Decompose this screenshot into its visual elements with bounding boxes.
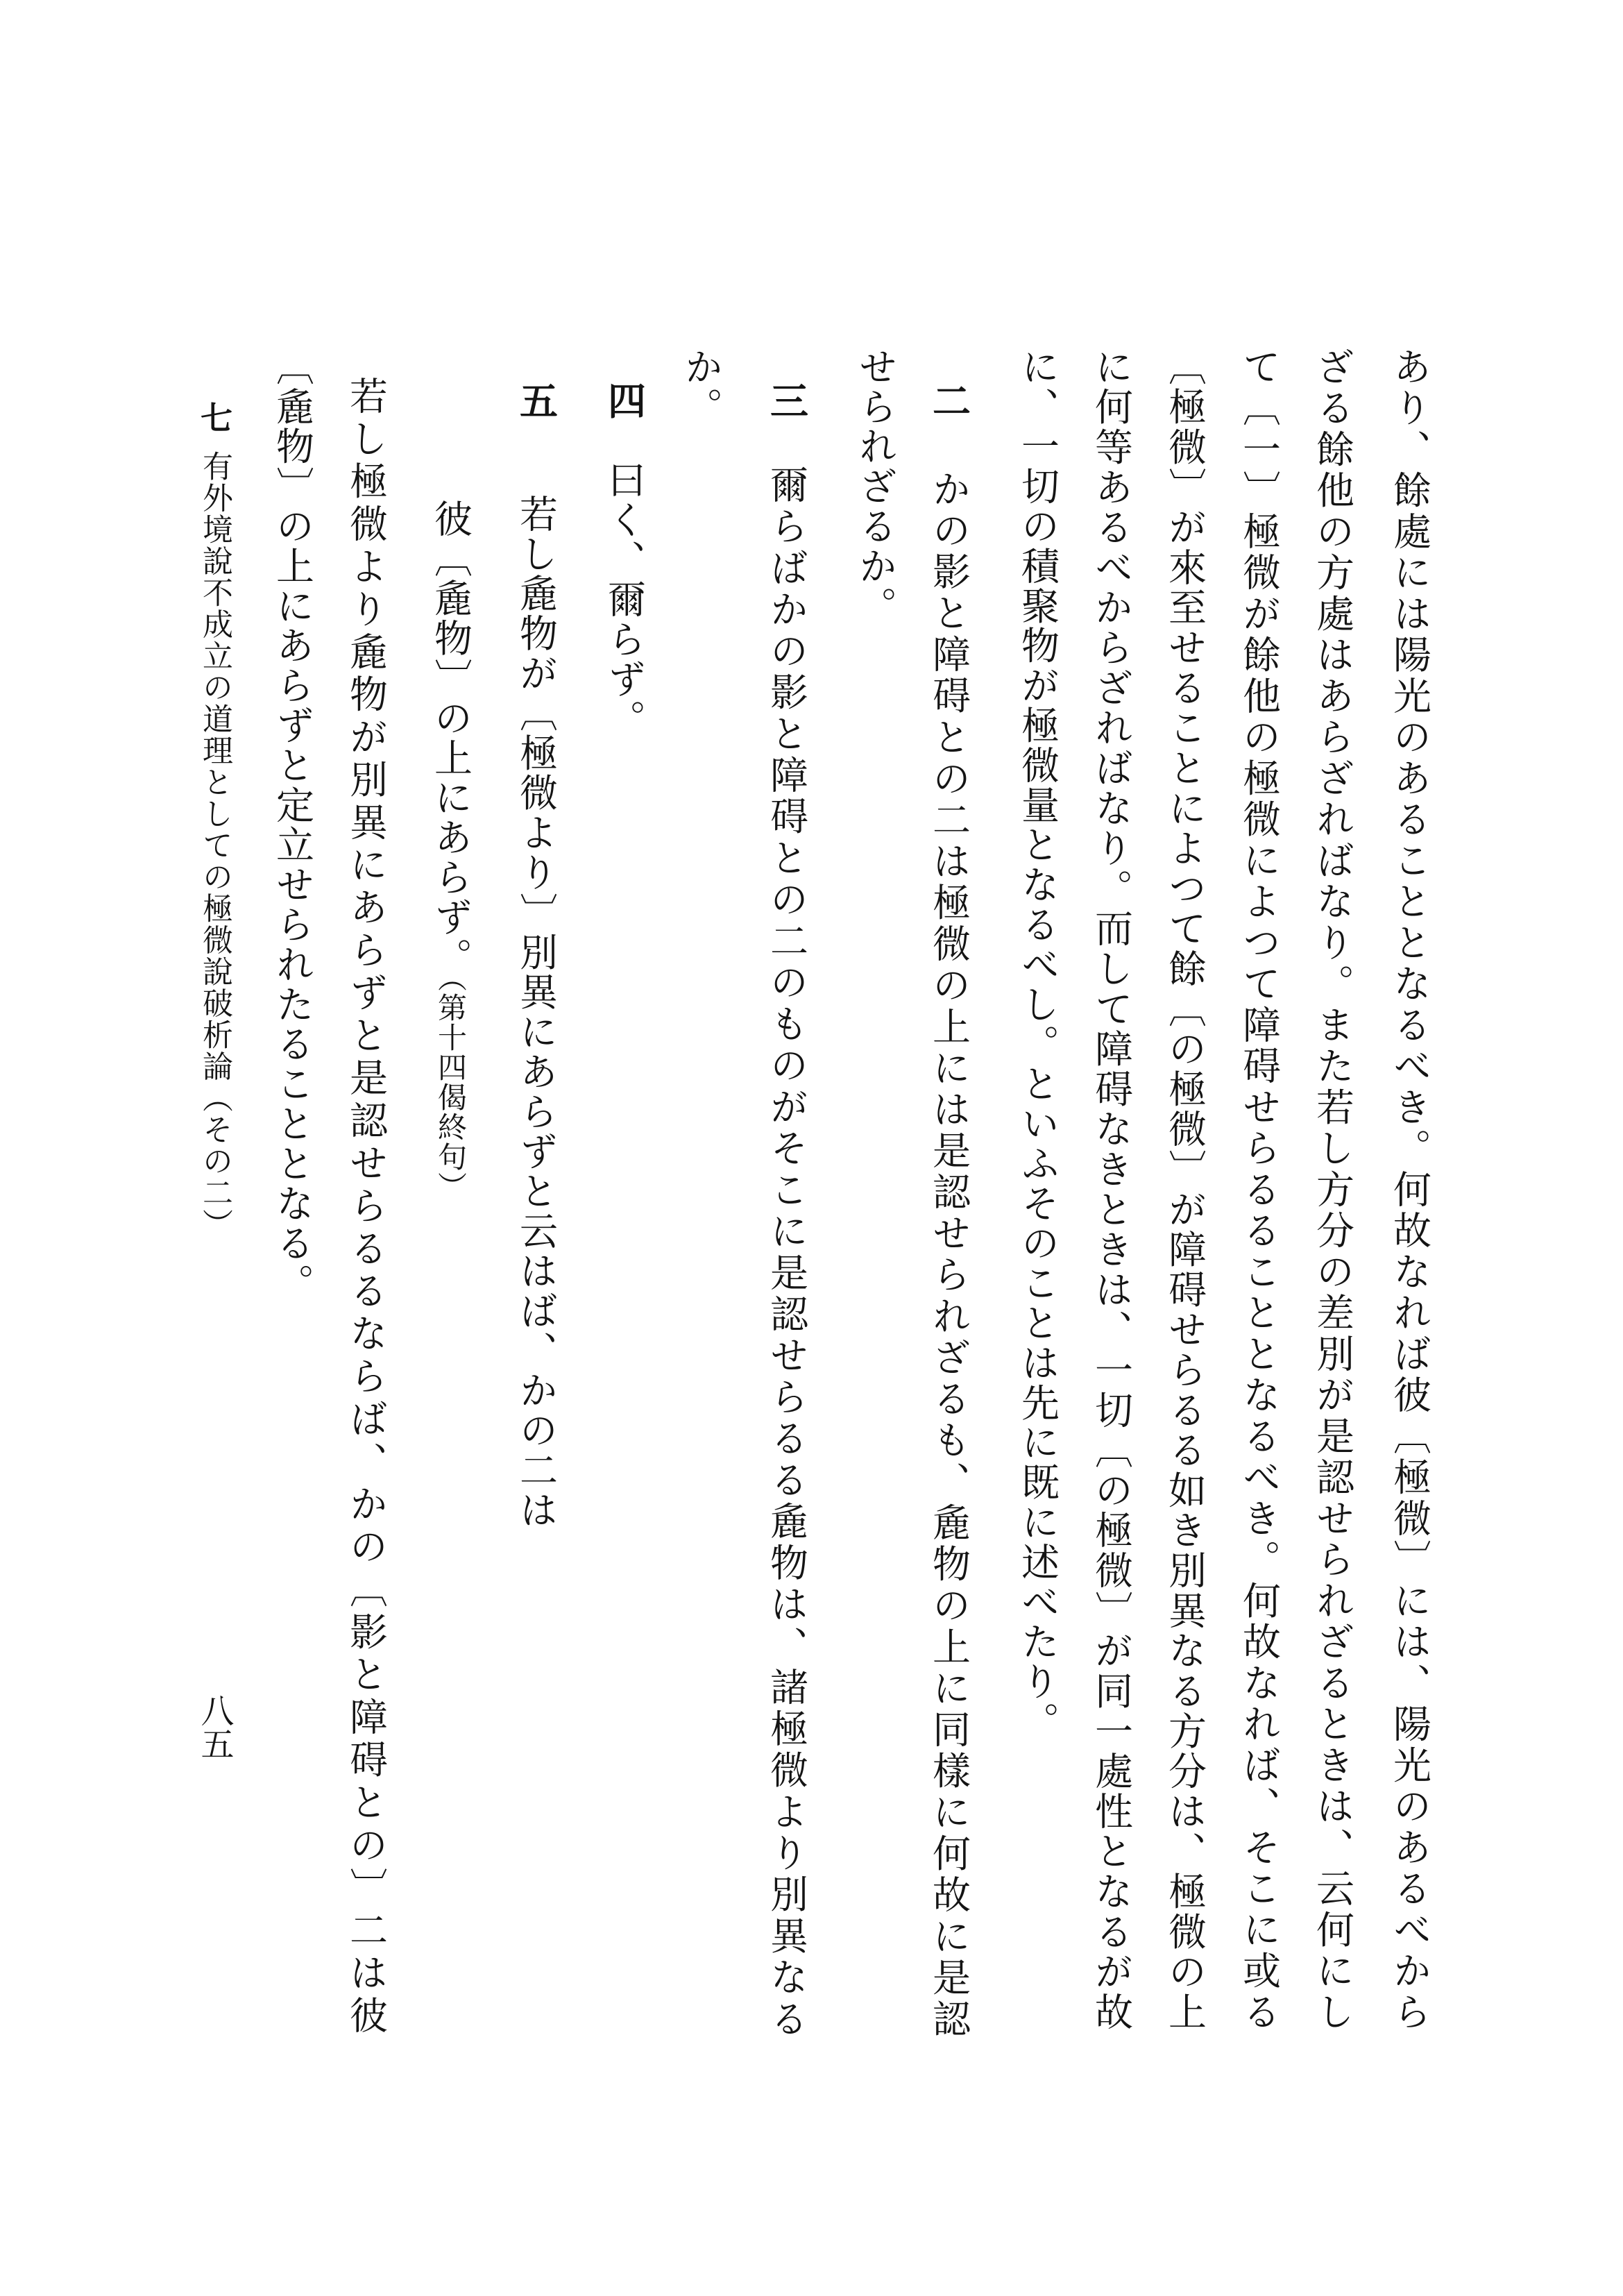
- verse-citation: （第十四偈終句）: [434, 977, 468, 1201]
- text-column-15: 〔麁物〕の上にあらずと定立せられたることとなる。: [270, 347, 314, 1303]
- page-number: 八五: [195, 1694, 234, 1760]
- verse-column: [426, 499, 475, 1201]
- text-column-2: ざる餘他の方處はあらざればなり。また若し方分の差別が是認せられざるときは、云何にし: [1310, 347, 1354, 2030]
- section-number-3: 三: [764, 381, 808, 419]
- running-title: 有外境說不成立の道理としての極微說破析論（その二）: [197, 450, 232, 1240]
- section-number-5: 五: [513, 381, 558, 419]
- text-column-6: に、一切の積聚物が極微量となるべし。といふそのことは先に既に述べたり。: [1015, 347, 1060, 1741]
- text-column-12: 若し麁物が〔極微より〕別異にあらずと云はば、かの二は: [513, 494, 558, 1530]
- text-column-9: 爾らばかの影と障碍との二のものがそこに是認せらるる麁物は、諸極微より別異なる: [764, 465, 808, 2038]
- text-column-3: て〔一〕極微が餘他の極微によつて障碍せらるることとなるべき。何故なれば、そこに或る: [1237, 347, 1281, 2030]
- section-number-4: 四: [602, 381, 646, 419]
- text-column-14: 若し極微より麁物が別異にあらずと是認せらるるならば、かの〔影と障碍との〕二は彼: [343, 376, 388, 2034]
- text-column-8: せられざるか。: [853, 347, 897, 626]
- text-column-5: に何等あるべからざればなり。而して障碍なきときは、一切〔の極微〕が同一處性となるが故: [1089, 347, 1133, 2030]
- text-column-1: あり、餘處には陽光のあることとなるべき。何故なれば彼〔極微〕には、陽光のあるべから: [1387, 347, 1431, 2030]
- section-number-2: 二: [926, 381, 971, 419]
- text-column-10: か。: [679, 347, 723, 427]
- text-column-7: かの影と障碍との二は極微の上には是認せられざるも、麁物の上に同樣に何故に是認: [926, 469, 971, 2037]
- verse-text: 彼〔麁物〕の上にあらず。: [428, 499, 473, 977]
- text-column-11: 曰く、爾らず。: [602, 460, 646, 739]
- text-column-4: 〔極微〕が來至せることによつて餘〔の極微〕が障碍せらるる如き別異なる方分は、極微の上: [1162, 347, 1207, 2031]
- chapter-number: 七: [196, 401, 233, 433]
